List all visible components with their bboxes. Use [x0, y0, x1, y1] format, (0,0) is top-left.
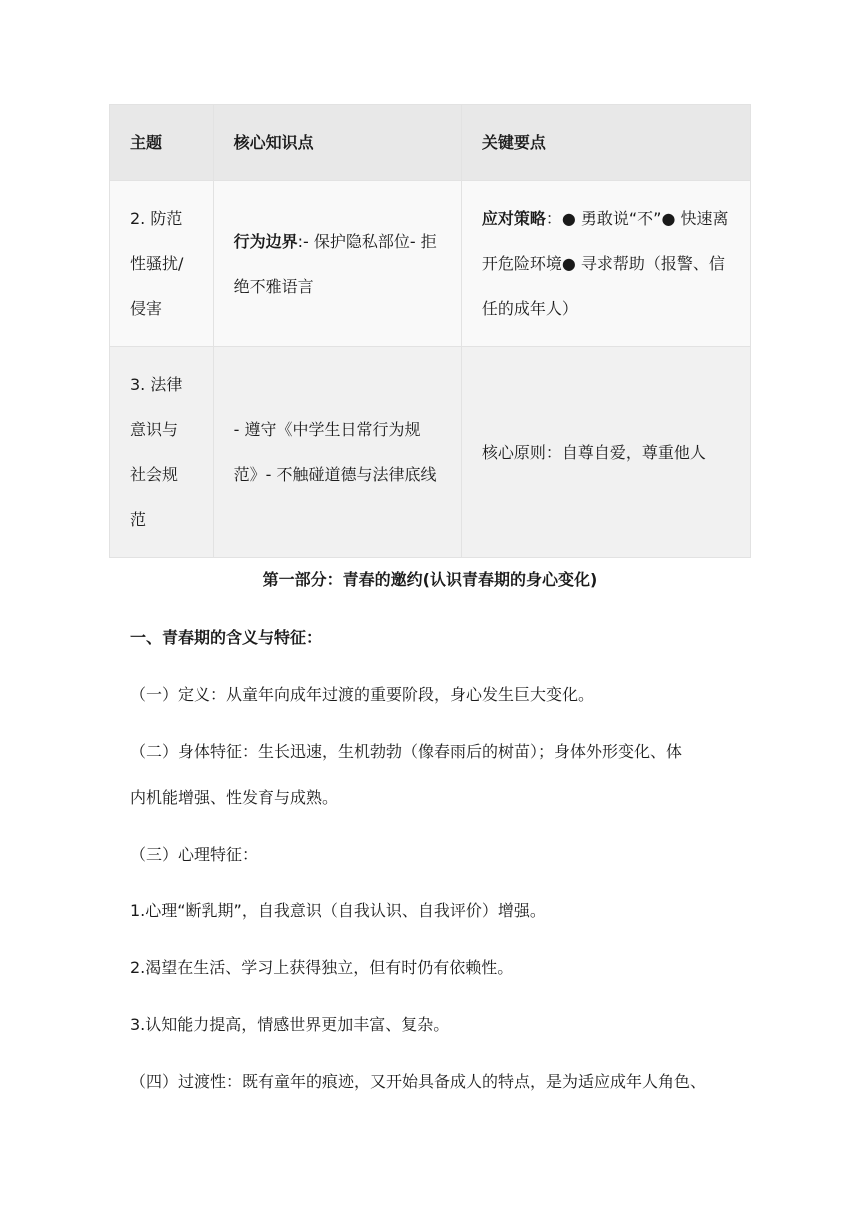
paragraph-physical-line2: 内机能增强、性发育与成熟。: [130, 788, 339, 807]
paragraph-psych-1: 1.心理“断乳期”，自我意识（自我认识、自我评价）增强。: [130, 901, 546, 920]
header-topic: 主题: [110, 105, 214, 181]
row1-knowledge-label: 行为边界: [233, 231, 298, 251]
table-row: [110, 181, 751, 347]
table-header-row: [110, 105, 751, 181]
paragraph-transition: （四）过渡性：既有童年的痕迹，又开始具备成人的特点，是为适应成年人角色、: [130, 1072, 707, 1091]
row1-knowledge: [213, 181, 461, 347]
row1-knowledge-text: :- 保护隐私部位- 拒绝不雅语言: [233, 231, 437, 296]
heading-1: 一、青春期的含义与特征：: [130, 628, 323, 647]
table-row: [110, 347, 751, 558]
knowledge-table: [109, 104, 751, 558]
paragraph-psych-heading: （三）心理特征：: [130, 845, 259, 864]
row1-key-label: 应对策略: [481, 209, 546, 228]
row1-key-points: [461, 181, 750, 347]
row2-topic: 3. 法律意识与社会规范: [110, 347, 214, 558]
section-title: 第一部分：青春的邀约(认识青春期的身心变化): [262, 570, 598, 589]
paragraph-physical-line1: （二）身体特征：生长迅速，生机勃勃（像春雨后的树苗）；身体外形变化、体: [130, 742, 683, 761]
row1-key-text: ：● 勇敢说“不”● 快速离开危险环境● 寻求帮助（报警、信任的成年人）: [481, 209, 729, 318]
row1-topic: 2. 防范性骚扰/侵害: [110, 181, 214, 347]
row2-key-points: 核心原则：自尊自爱，尊重他人: [461, 347, 750, 558]
paragraph-psych-2: 2.渴望在生活、学习上获得独立，但有时仍有依赖性。: [130, 958, 514, 977]
row2-knowledge: - 遵守《中学生日常行为规范》- 不触碰道德与法律底线: [213, 347, 461, 558]
header-key-points: 关键要点: [461, 105, 750, 181]
header-knowledge: 核心知识点: [213, 105, 461, 181]
paragraph-psych-3: 3.认知能力提高，情感世界更加丰富、复杂。: [130, 1015, 450, 1034]
paragraph-definition: （一）定义：从童年向成年过渡的重要阶段，身心发生巨大变化。: [130, 685, 595, 704]
